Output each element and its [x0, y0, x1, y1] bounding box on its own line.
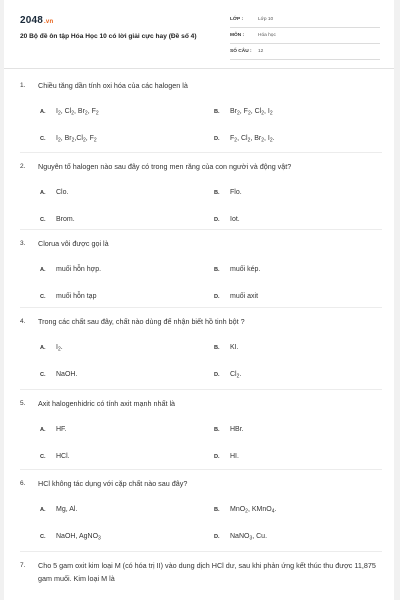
text-part: muối axit — [230, 293, 259, 300]
subscript: 2 — [247, 137, 251, 144]
option-letter: B. — [214, 345, 220, 351]
answer-option[interactable] — [40, 453, 70, 460]
question-divider — [20, 389, 382, 390]
option-letter: C. — [40, 136, 46, 142]
question-number: 4. — [20, 318, 26, 325]
option-letter: B. — [214, 427, 220, 433]
question-number: 3. — [20, 240, 26, 247]
option-text — [56, 344, 63, 351]
text-part: , Cl — [60, 108, 72, 115]
question-text: Nguyên tố halogen nào sau đây có trong men răng của con người và động vật? — [38, 162, 292, 171]
answer-option[interactable] — [40, 108, 99, 115]
text-part: Br — [230, 108, 237, 115]
meta-value: Hóa học — [258, 33, 276, 38]
text-part: Iot. — [230, 216, 240, 223]
text-part: HF. — [56, 426, 67, 433]
option-text — [230, 293, 258, 300]
text-part: , F — [239, 108, 248, 115]
text-part: . — [60, 344, 63, 351]
subscript: 2 — [57, 137, 61, 144]
question-divider — [20, 229, 382, 230]
subscript: 2 — [247, 110, 251, 117]
option-text — [230, 266, 260, 273]
text-part: , Br — [250, 135, 262, 142]
text-part: I — [56, 108, 58, 115]
site-logo[interactable] — [20, 15, 53, 26]
text-part: Cl — [230, 371, 237, 378]
meta-table — [230, 13, 380, 61]
answer-option[interactable] — [214, 344, 239, 351]
question-number: 7. — [20, 562, 26, 569]
question-number: 1. — [20, 82, 26, 89]
option-letter: A. — [40, 507, 46, 513]
question-number: 6. — [20, 480, 26, 487]
document-page — [4, 0, 394, 600]
answer-option[interactable] — [214, 108, 273, 115]
document-header — [4, 0, 394, 62]
text-part: Brom. — [56, 216, 75, 223]
logo-suffix: .vn — [44, 19, 54, 25]
subscript: 2 — [82, 137, 86, 144]
text-part: , Cl — [250, 108, 262, 115]
text-part: MnO — [230, 506, 246, 513]
option-letter: D. — [214, 534, 220, 540]
option-letter: D. — [214, 217, 220, 223]
subscript: 3 — [98, 535, 101, 542]
text-part: , I — [264, 135, 270, 142]
answer-option[interactable] — [214, 135, 275, 142]
question-text: HCl không tác dụng với cặp chất nào sau đây? — [38, 479, 188, 488]
option-text — [56, 371, 77, 378]
meta-value: Lớp 10 — [258, 17, 274, 22]
subscript: 2 — [95, 110, 99, 117]
question-text: Trong các chất sau đây, chất nào dùng để nhận biết hồ tinh bột ? — [38, 317, 245, 326]
option-text — [56, 453, 70, 460]
option-text — [230, 426, 244, 433]
subscript: 2 — [57, 110, 61, 117]
option-letter: C. — [40, 217, 46, 223]
option-text — [230, 189, 242, 196]
answer-option[interactable] — [214, 426, 244, 433]
answer-option[interactable] — [40, 216, 75, 223]
answer-option[interactable] — [40, 266, 101, 273]
document-title: 20 Bộ đề ôn tập Hóa Học 10 có lời giải cực hay (Đề số 4) — [20, 33, 197, 40]
option-text — [56, 426, 67, 433]
text-part: F — [230, 135, 235, 142]
text-part: ,Cl — [74, 135, 83, 142]
answer-option[interactable] — [214, 216, 240, 223]
text-part: . — [272, 135, 275, 142]
option-text — [56, 533, 101, 540]
option-letter: B. — [214, 190, 220, 196]
answer-option[interactable] — [40, 189, 68, 196]
text-part: , Br — [74, 108, 85, 115]
option-text — [230, 506, 276, 513]
text-part: HBr. — [230, 426, 244, 433]
text-part: , Cu. — [252, 533, 268, 540]
answer-option[interactable] — [214, 453, 239, 460]
option-letter: D. — [214, 294, 220, 300]
subscript: 3 — [249, 535, 253, 542]
text-part: HCl. — [56, 453, 70, 460]
answer-option[interactable] — [214, 506, 276, 513]
question-divider — [20, 551, 382, 552]
option-text — [230, 453, 239, 460]
answer-option[interactable] — [214, 371, 241, 378]
text-part: I — [56, 135, 58, 142]
meta-row-class — [230, 13, 380, 28]
meta-row-count — [230, 45, 380, 60]
option-text — [230, 135, 275, 142]
text-part: Flo. — [230, 189, 242, 196]
text-part: NaNO — [230, 533, 250, 540]
option-letter: C. — [40, 454, 46, 460]
subscript: 2 — [234, 137, 238, 144]
subscript: 2 — [261, 137, 265, 144]
option-text — [56, 108, 99, 115]
text-part: Clo. — [56, 189, 69, 196]
answer-option[interactable] — [40, 426, 67, 433]
subscript: 2 — [269, 110, 273, 117]
question-text: Chiều tăng dần tính oxi hóa của các halogen là — [38, 81, 188, 90]
text-part: , F — [85, 135, 94, 142]
text-part: NaOH. — [56, 371, 78, 378]
option-text — [56, 266, 101, 273]
meta-value: 12 — [258, 49, 264, 54]
subscript: 2 — [236, 373, 240, 380]
option-text — [56, 216, 75, 223]
question-text: Axit halogenhidric có tính axit mạnh nhất là — [38, 399, 176, 408]
answer-option[interactable] — [214, 266, 260, 273]
option-letter: D. — [214, 372, 220, 378]
text-part: , Cl — [237, 135, 248, 142]
question-divider — [20, 152, 382, 153]
text-part: , KMnO — [247, 506, 272, 513]
option-text — [56, 135, 97, 142]
meta-row-subject — [230, 29, 380, 44]
logo-text: 2048 — [20, 15, 44, 26]
question-divider — [20, 469, 382, 470]
option-letter: C. — [40, 372, 46, 378]
text-part: , Br — [60, 135, 72, 142]
option-letter: A. — [40, 345, 46, 351]
option-text — [230, 371, 241, 378]
answer-option[interactable] — [40, 135, 97, 142]
text-part: . — [239, 371, 242, 378]
text-part: NaOH, AgNO — [56, 533, 99, 540]
text-part: muối kép. — [230, 266, 261, 273]
text-part: I — [56, 344, 58, 351]
option-letter: B. — [214, 267, 220, 273]
option-text — [230, 533, 267, 540]
option-text — [230, 108, 273, 115]
meta-key: LỚP : — [230, 17, 244, 22]
text-part: Mg, Al. — [56, 506, 78, 513]
text-part: . — [274, 506, 277, 513]
option-letter: B. — [214, 507, 220, 513]
meta-key: SỐ CÂU : — [230, 49, 252, 54]
answer-option[interactable] — [40, 506, 77, 513]
option-letter: D. — [214, 454, 220, 460]
option-text — [230, 216, 240, 223]
question-divider — [20, 307, 382, 308]
question-text: Cho 5 gam oxit kim loại M (có hóa trị II) vào dung dịch HCl dư, sau khi phản ứng kết thúc thu được 11,875 gam muối. Kim loại M là — [38, 561, 376, 583]
answer-option[interactable] — [40, 533, 101, 540]
subscript: 2 — [261, 110, 265, 117]
subscript: 2 — [245, 508, 248, 515]
text-part: HI. — [230, 453, 239, 460]
subscript: 2 — [57, 346, 61, 353]
subscript: 4 — [271, 508, 275, 515]
subscript: 2 — [84, 110, 88, 117]
question-text: Clorua vôi được gọi là — [38, 239, 109, 248]
option-text — [56, 189, 68, 196]
text-part: , F — [87, 108, 96, 115]
question-number: 2. — [20, 163, 26, 170]
option-text — [56, 506, 77, 513]
text-part: , I — [264, 108, 270, 115]
option-text — [230, 344, 239, 351]
subscript: 2 — [71, 110, 75, 117]
subscript: 2 — [71, 137, 75, 144]
header-divider — [4, 68, 394, 69]
answer-option[interactable] — [40, 293, 96, 300]
option-letter: A. — [40, 190, 46, 196]
answer-option[interactable] — [40, 371, 77, 378]
question-number: 5. — [20, 400, 26, 407]
text-part: muối hỗn hợp. — [56, 266, 102, 273]
subscript: 2 — [269, 137, 273, 144]
text-part: muối hỗn tạp — [56, 293, 97, 300]
answer-option[interactable] — [214, 189, 242, 196]
option-letter: C. — [40, 534, 46, 540]
answer-option[interactable] — [214, 533, 267, 540]
option-letter: A. — [40, 267, 46, 273]
option-text — [56, 293, 96, 300]
option-letter: A. — [40, 109, 46, 115]
subscript: 2 — [237, 110, 240, 117]
subscript: 2 — [93, 137, 97, 144]
option-letter: A. — [40, 427, 46, 433]
meta-key: MÔN : — [230, 33, 245, 38]
option-letter: D. — [214, 136, 220, 142]
answer-option[interactable] — [40, 344, 63, 351]
answer-option[interactable] — [214, 293, 258, 300]
text-part: KI. — [230, 344, 239, 351]
option-letter: C. — [40, 294, 46, 300]
option-letter: B. — [214, 109, 220, 115]
